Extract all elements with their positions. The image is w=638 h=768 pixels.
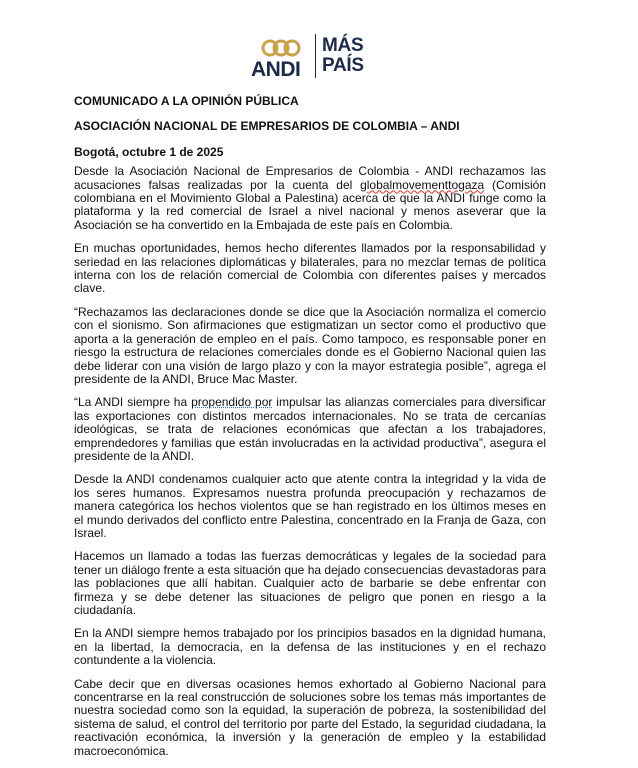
paragraph-8: Cabe decir que en diversas ocasiones hemos exhortado al Gobierno Nacional para concentrarse en la real construcción de soluciones sobre los temas más importantes de nuestra sociedad como son la equidad, la superación de pobreza, la sostenibilidad del sistema de salud, el control del territorio por parte del Estado, la seguridad ciudadana, la reactivación económica, la inversión y la generación de empleo y la estabilidad macroeconómica. <box>74 676 546 758</box>
heading-organization: ASOCIACIÓN NACIONAL DE EMPRESARIOS DE COLOMBIA – ANDI <box>74 119 460 134</box>
logo-divider <box>315 34 316 78</box>
mas-pais-line2: PAÍS <box>322 55 364 76</box>
grammar-flag: propendido por <box>191 395 273 410</box>
letterhead <box>0 32 638 82</box>
misspelled-word: globalmovementtogaza <box>360 177 485 192</box>
andi-logo <box>251 38 309 80</box>
andi-emblem-icon <box>261 38 301 58</box>
document-body <box>74 95 546 768</box>
paragraph-7: En la ANDI siempre hemos trabajado por los principios basados en la dignidad humana, en la libertad, la democracia, en la defensa de las instituciones y en el rechazo contundente a la violencia. <box>74 626 546 668</box>
mas-pais-logo <box>322 36 382 76</box>
heading-communique: COMUNICADO A LA OPINIÓN PÚBLICA <box>74 94 299 108</box>
date-line: Bogotá, octubre 1 de 2025 <box>74 144 224 159</box>
paragraph-5: Desde la ANDI condenamos cualquier acto que atente contra la integridad y la vida de los seres humanos. Expresamos nuestra profunda preocupación y rechazamos de manera categórica los hechos violentos que se han registrado en los últimos meses en el mundo derivados del conflicto entre Palestina, concentrado en la Franja de Gaza, con Israel. <box>74 472 546 540</box>
paragraph-1: Desde la Asociación Nacional de Empresarios de Colombia - ANDI rechazamos las acusaciones falsas realizadas por la cuenta del globalmovementtogaza (Comisión colombiana en el Movimiento Global a Palestina) acerca de que la ANDI funge como la plataforma y la red comercial de Israel a nivel nacional y menos aseverar que la Asociación se ha convertido en la Embajada de este país en Colombia. <box>74 164 546 232</box>
andi-logo-text: ANDI <box>251 58 301 81</box>
mas-pais-line1: MÁS <box>322 35 364 56</box>
paragraph-6: Hacemos un llamado a todas las fuerzas democráticas y legales de la sociedad para tener un diálogo frente a esta situación que ha dejado consecuencias devastadoras para las poblaciones que allí habitan. Cualquier acto de barbarie se debe enfrentar con firmeza y se debe detener las situaciones de peligro que ponen en riesgo a la ciudadanía. <box>74 549 546 617</box>
paragraph-3-quote: “Rechazamos las declaraciones donde se dice que la Asociación normaliza el comercio con el sionismo. Son afirmaciones que estigmatizan un sector como el productivo que aporta a la generación de empleo en el país. Como tampoco, es responsable poner en riesgo la estructura de relaciones comerciales donde es el Gobierno Nacional quien las debe liderar con una visión de largo plazo y con la mayor estrategia posible”, agrega el presidente de la ANDI, Bruce Mac Master. <box>74 304 546 386</box>
paragraph-4-quote: “La ANDI siempre ha propendido por impulsar las alianzas comerciales para diversificar las exportaciones con distintos mercados internacionales. No se trata de cercanías ideológicas, se trata de relaciones económicas que afectan a los trabajadores, emprendedores y familias que están involucradas en la actividad productiva”, asegura el presidente de la ANDI. <box>74 395 547 463</box>
paragraph-2: En muchas oportunidades, hemos hecho diferentes llamados por la responsabilidad y seriedad en las relaciones diplomáticas y bilaterales, para no mezclar temas de política interna con los de relación comercial de Colombia con diferentes países y mercados clave. <box>74 241 546 296</box>
